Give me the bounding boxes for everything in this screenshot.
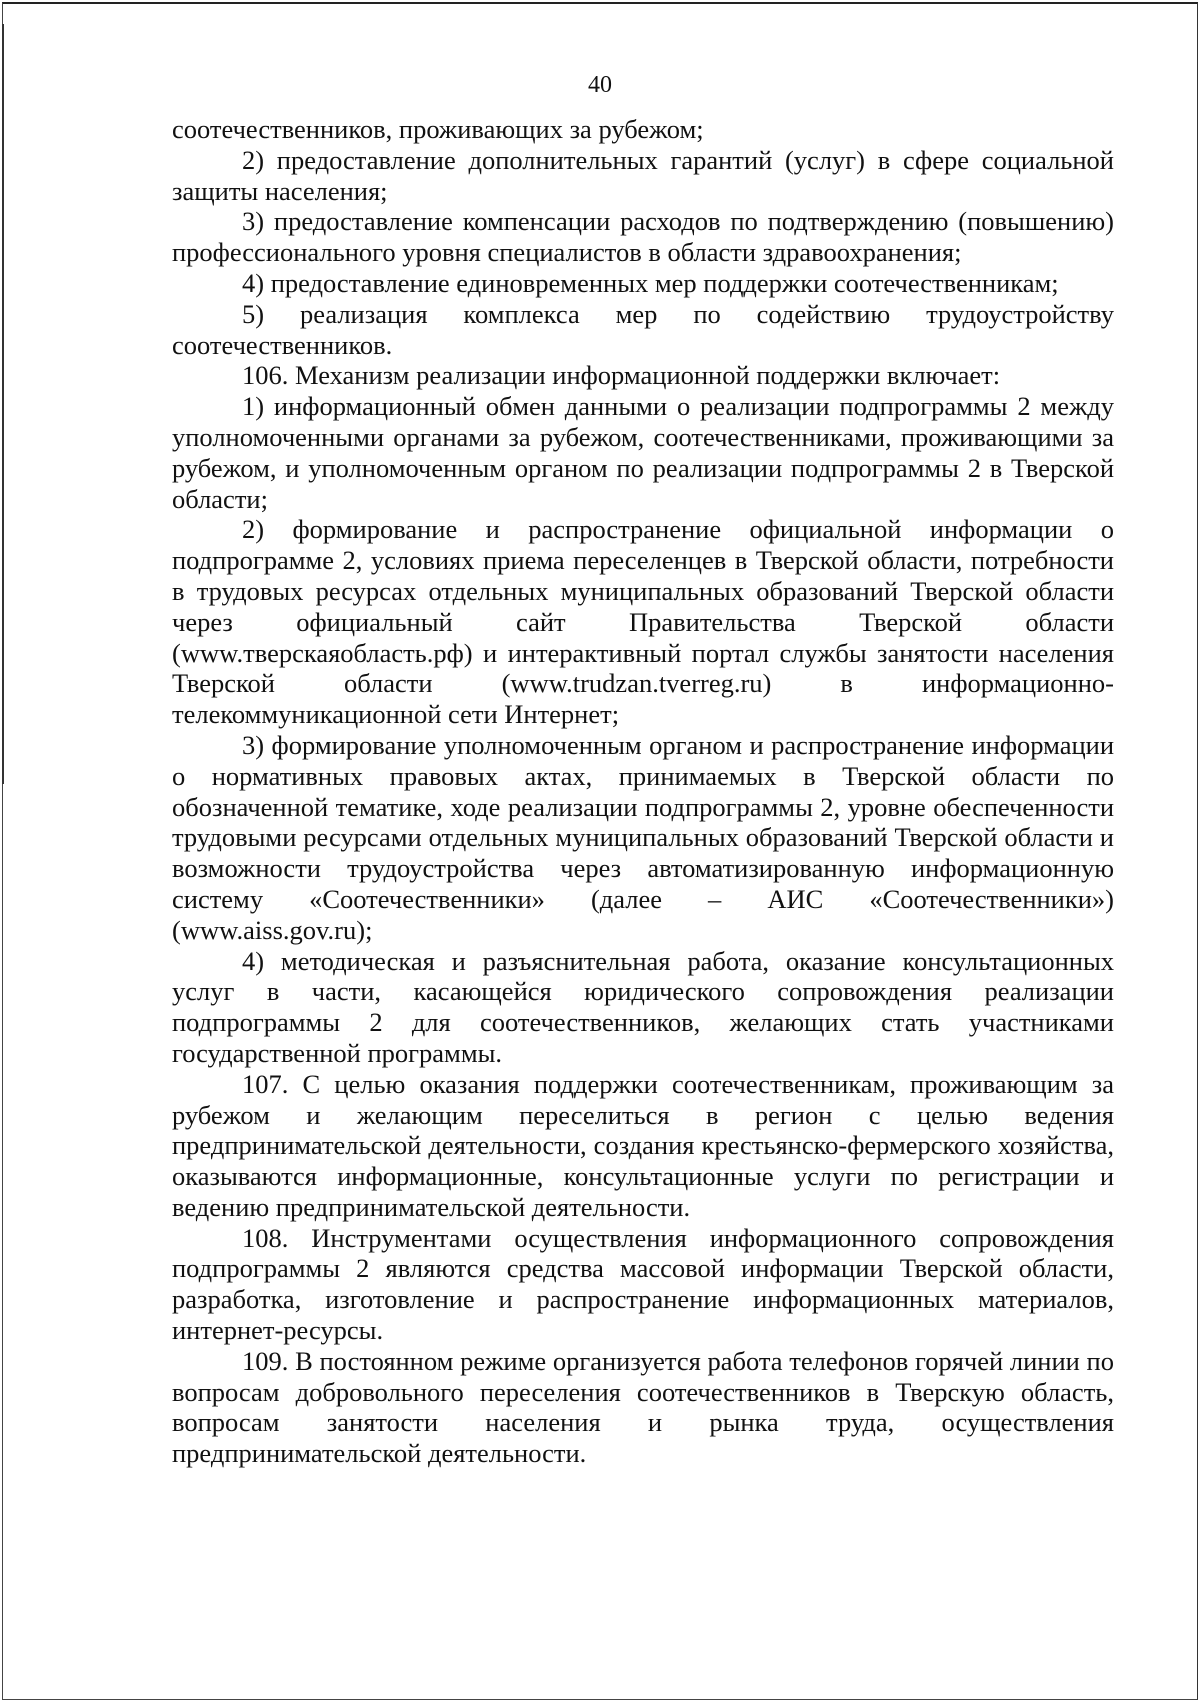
- paragraph-109: 109. В постоянном режиме организуется работа телефонов горячей линии по вопросам добровольного переселения соотечественников в Тверскую область, вопросам занятости населения и рынка труда, осуществления предпринимательской деятельности.: [172, 1345, 1114, 1469]
- paragraph-106-item-3: 3) формирование уполномоченным органом и распространение информации о нормативных правовых актах, принимаемых в Тверской области по обозначенной тематике, ходе реализации подпрограммы 2, уровне обеспеченности трудовыми ресурсами отдельных муниципальных образований Тверской области и возможности трудоустройства через автоматизированную информационную систему «Соотечественники» (далее – АИС «Соотечественники») (www.aiss.gov.ru);: [172, 729, 1114, 945]
- paragraph-108: 108. Инструментами осуществления информационного сопровождения подпрограммы 2 являются средства массовой информации Тверской области, разработка, изготовление и распространение информационных материалов, интернет-ресурсы.: [172, 1222, 1114, 1346]
- paragraph-continuation: соотечественников, проживающих за рубежом;: [172, 114, 704, 144]
- paragraph-106-heading: 106. Механизм реализации информационной поддержки включает:: [242, 360, 1001, 391]
- paragraph-item-5-employment: 5) реализация комплекса мер по содействию трудоустройству соотечественников.: [172, 298, 1114, 360]
- paragraph-106-item-2: 2) формирование и распространение официальной информации о подпрограмме 2, условиях приема переселенцев в Тверской области, потребности в трудовых ресурсах отдельных муниципальных образований Тверской области через официальный сайт Правительства Тверской области (www.тверскаяобласть.рф) и интерактивный портал службы занятости населения Тверской области (www.trudzan.tverreg.ru) в информационно-телекоммуникационной сети Интернет;: [172, 514, 1114, 730]
- scan-edge-mark: [2, 24, 4, 784]
- paragraph-106-item-1: 1) информационный обмен данными о реализации подпрограммы 2 между уполномоченными органами за рубежом, соотечественниками, проживающими за рубежом, и уполномоченным органом по реализации подпрограммы 2 в Тверской области;: [172, 391, 1114, 514]
- paragraph-item-2-social: 2) предоставление дополнительных гарантий (услуг) в сфере социальной защиты населения;: [172, 144, 1114, 206]
- page-number: 40: [588, 72, 612, 98]
- paragraph-107: 107. С целью оказания поддержки соотечественникам, проживающим за рубежом и желающим переселиться в регион с целью ведения предпринимательской деятельности, создания крестьянско-фермерского хозяйства, оказываются информационные, консультационные услуги по регистрации и ведению предпринимательской деятельности.: [172, 1068, 1114, 1222]
- paragraph-106-item-4: 4) методическая и разъяснительная работа, оказание консультационных услуг в части, касающейся юридического сопровождения реализации подпрограммы 2 для соотечественников, желающих стать участниками государственной программы.: [172, 945, 1114, 1068]
- paragraph-item-4-support: 4) предоставление единовременных мер поддержки соотечественникам;: [242, 267, 1059, 298]
- paragraph-item-3-healthcare: 3) предоставление компенсации расходов по подтверждению (повышению) профессионального уровня специалистов в области здравоохранения;: [172, 206, 1114, 268]
- document-body: [172, 114, 1114, 1469]
